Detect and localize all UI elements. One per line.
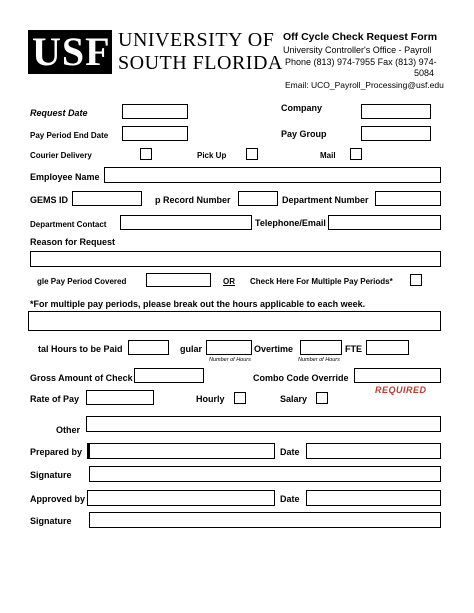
logo-abbr: USF <box>32 29 111 74</box>
fax-tail: 5084 <box>414 68 435 78</box>
regular-hours-field[interactable] <box>206 340 252 355</box>
other-field[interactable] <box>86 416 441 432</box>
total-hours-field[interactable] <box>128 340 169 355</box>
approver-signature-field[interactable] <box>89 512 441 528</box>
overtime-label: Overtime <box>254 344 294 354</box>
regular-label: gular <box>180 344 203 354</box>
signature-label-2: Signature <box>30 516 72 526</box>
reason-for-request-label: Reason for Request <box>30 237 116 247</box>
regular-number-of-hours-caption: Number of Hours <box>209 357 251 363</box>
form-title: Off Cycle Check Request Form <box>283 31 438 43</box>
telephone-email-field[interactable] <box>328 215 441 230</box>
pay-period-end-date-label: Pay Period End Date <box>30 131 109 140</box>
department-contact-field[interactable] <box>120 215 252 230</box>
company-field[interactable] <box>361 104 431 119</box>
combo-code-override-field[interactable] <box>354 368 441 383</box>
fte-label: FTE <box>345 344 362 354</box>
record-number-field[interactable] <box>238 191 278 206</box>
fte-field[interactable] <box>366 340 409 355</box>
courier-delivery-label: Courier Delivery <box>30 151 92 160</box>
logo-abbr-block <box>28 30 112 74</box>
record-number-label: p Record Number <box>155 195 231 205</box>
hourly-checkbox[interactable] <box>234 392 246 404</box>
overtime-hours-field[interactable] <box>300 340 342 355</box>
other-label: Other <box>56 425 81 435</box>
date-label-2: Date <box>280 494 300 504</box>
telephone-email-label: Telephone/Email <box>255 218 326 228</box>
pick-up-checkbox[interactable] <box>246 148 258 160</box>
phone-line: Phone (813) 974-7955 Fax (813) 974- <box>285 57 437 67</box>
combo-code-override-label: Combo Code Override <box>253 373 349 383</box>
department-contact-label: Department Contact <box>30 220 107 229</box>
pick-up-label: Pick Up <box>197 151 227 160</box>
reason-for-request-field[interactable] <box>30 251 441 267</box>
preparer-signature-field[interactable] <box>89 466 441 482</box>
approved-by-field[interactable] <box>87 490 275 506</box>
total-hours-label: tal Hours to be Paid <box>38 344 123 354</box>
pay-group-field[interactable] <box>361 126 431 141</box>
request-date-label: Request Date <box>30 108 88 118</box>
mail-checkbox[interactable] <box>350 148 362 160</box>
gems-id-field[interactable] <box>72 191 142 206</box>
single-pay-period-field[interactable] <box>146 273 211 287</box>
department-number-label: Department Number <box>282 195 369 205</box>
courier-delivery-checkbox[interactable] <box>140 148 152 160</box>
rate-of-pay-label: Rate of Pay <box>30 394 80 404</box>
multiple-pay-periods-label: Check Here For Multiple Pay Periods* <box>250 277 393 286</box>
email-line: Email: UCO_Payroll_Processing@usf.edu <box>285 80 444 90</box>
logo-line-1: UNIVERSITY OF <box>118 29 275 51</box>
prepared-date-field[interactable] <box>306 443 441 459</box>
department-number-field[interactable] <box>375 191 441 206</box>
employee-name-field[interactable] <box>104 167 441 183</box>
logo-line-2: SOUTH FLORIDA <box>118 52 283 74</box>
usf-logo <box>28 29 283 76</box>
multiple-pay-periods-note: *For multiple pay periods, please break out the hours applicable to each week. <box>30 299 366 309</box>
gems-id-label: GEMS ID <box>30 195 69 205</box>
company-label: Company <box>281 103 323 113</box>
hourly-label: Hourly <box>196 394 225 404</box>
single-pay-period-label: gle Pay Period Covered <box>37 277 127 286</box>
pay-group-label: Pay Group <box>281 129 327 139</box>
multiple-pay-periods-breakdown-field[interactable] <box>28 311 441 331</box>
rate-of-pay-field[interactable] <box>86 390 154 405</box>
request-date-field[interactable] <box>122 104 188 119</box>
prepared-by-field[interactable] <box>87 443 275 459</box>
office-line: University Controller's Office - Payroll <box>283 45 432 55</box>
employee-name-label: Employee Name <box>30 172 100 182</box>
salary-checkbox[interactable] <box>316 392 328 404</box>
required-note: REQUIRED <box>375 385 427 395</box>
approved-date-field[interactable] <box>306 490 441 506</box>
signature-label-1: Signature <box>30 470 72 480</box>
date-label-1: Date <box>280 447 300 457</box>
multiple-pay-periods-checkbox[interactable] <box>410 274 422 286</box>
approved-by-label: Approved by <box>30 494 86 504</box>
prepared-by-label: Prepared by <box>30 447 83 457</box>
pay-period-end-date-field[interactable] <box>122 126 188 141</box>
overtime-number-of-hours-caption: Number of Hours <box>298 357 340 363</box>
salary-label: Salary <box>280 394 308 404</box>
gross-amount-field[interactable] <box>134 368 204 383</box>
or-label: OR <box>223 277 235 286</box>
mail-label: Mail <box>320 151 336 160</box>
gross-amount-label: Gross Amount of Check <box>30 373 133 383</box>
